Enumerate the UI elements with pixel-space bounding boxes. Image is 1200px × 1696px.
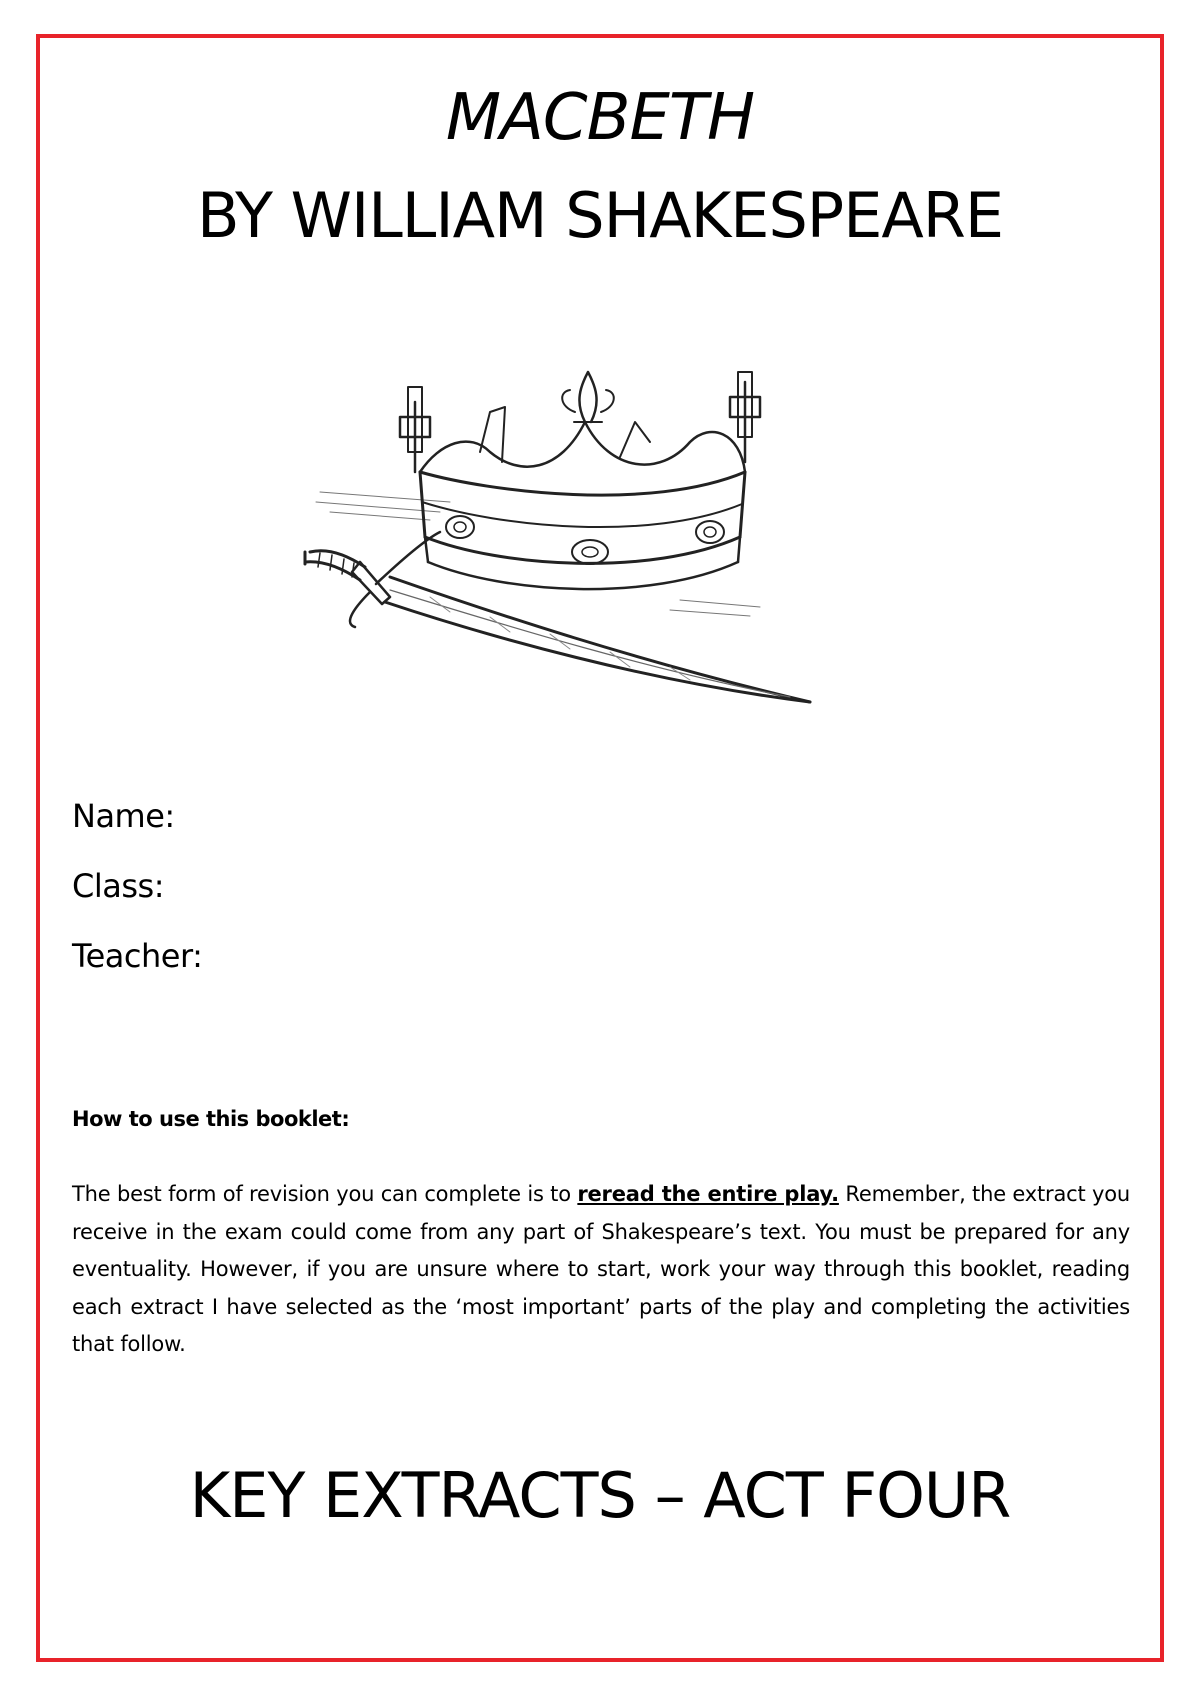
instructions-emphasis: reread the entire play. bbox=[577, 1182, 839, 1206]
instructions-heading: How to use this booklet: bbox=[72, 1107, 350, 1131]
instructions-body-part2: Remember, the extract you receive in the exam could come from any part of Shakespeare’s text. You must be prepared for any eventuality. However, if you are unsure where to start, work your way through this booklet, reading each extract I have selected as the ‘most important’ parts of the play and completing the activities that follow. bbox=[72, 1182, 1130, 1356]
instructions-body bbox=[72, 1176, 1130, 1364]
crown-and-sword-illustration bbox=[290, 362, 850, 740]
crown-icon bbox=[290, 362, 850, 740]
name-field-label: Name: bbox=[72, 797, 175, 835]
author-line: BY WILLIAM SHAKESPEARE bbox=[196, 179, 1004, 252]
footer-title: KEY EXTRACTS – ACT FOUR bbox=[189, 1459, 1011, 1532]
page-title: MACBETH bbox=[445, 81, 755, 155]
class-field-label: Class: bbox=[72, 867, 164, 905]
page-border bbox=[36, 34, 1164, 1662]
instructions-body-part1: The best form of revision you can complete is to bbox=[72, 1182, 578, 1206]
teacher-field-label: Teacher: bbox=[72, 937, 203, 975]
